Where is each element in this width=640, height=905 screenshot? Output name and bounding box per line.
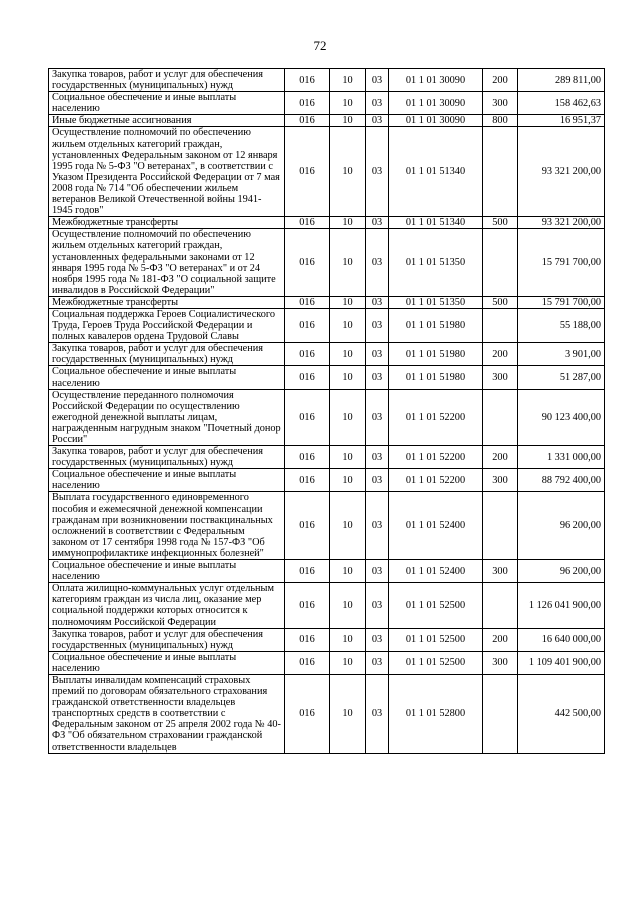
subsection-code-cell: 03 xyxy=(366,583,389,628)
section-code-cell: 10 xyxy=(330,308,366,342)
ministry-code-cell: 016 xyxy=(285,674,330,753)
row-name-cell: Социальное обеспечение и иные выплаты населению xyxy=(49,469,285,492)
section-code-cell: 10 xyxy=(330,446,366,469)
table-row xyxy=(49,583,605,628)
target-article-cell: 01 1 01 51980 xyxy=(389,366,483,389)
subsection-code-cell: 03 xyxy=(366,446,389,469)
amount-cell: 96 200,00 xyxy=(518,492,605,560)
table-row xyxy=(49,651,605,674)
amount-cell: 55 188,00 xyxy=(518,308,605,342)
table-row xyxy=(49,674,605,753)
subsection-code-cell: 03 xyxy=(366,492,389,560)
amount-cell: 16 640 000,00 xyxy=(518,628,605,651)
table-row xyxy=(49,560,605,583)
target-article-cell: 01 1 01 52400 xyxy=(389,492,483,560)
target-article-cell: 01 1 01 51340 xyxy=(389,217,483,229)
row-name-cell: Межбюджетные трансферты xyxy=(49,217,285,229)
ministry-code-cell: 016 xyxy=(285,308,330,342)
expense-type-cell: 500 xyxy=(483,296,518,308)
row-name-cell: Закупка товаров, работ и услуг для обеспечения государственных (муниципальных) нужд xyxy=(49,628,285,651)
subsection-code-cell: 03 xyxy=(366,628,389,651)
ministry-code-cell: 016 xyxy=(285,651,330,674)
expense-type-cell xyxy=(483,127,518,217)
expense-type-cell xyxy=(483,389,518,445)
expense-type-cell: 800 xyxy=(483,115,518,127)
target-article-cell: 01 1 01 52400 xyxy=(389,560,483,583)
amount-cell: 96 200,00 xyxy=(518,560,605,583)
section-code-cell: 10 xyxy=(330,492,366,560)
amount-cell: 88 792 400,00 xyxy=(518,469,605,492)
row-name-cell: Выплата государственного единовременного пособия и ежемесячной денежной компенсации гражданам при возникновении поствакцинальных осложнений в соответствии с Федеральным законом от 17 сентября 1998 года № 157-ФЗ "Об иммунопрофилактике инфекционных болезней" xyxy=(49,492,285,560)
target-article-cell: 01 1 01 51340 xyxy=(389,127,483,217)
amount-cell: 93 321 200,00 xyxy=(518,217,605,229)
table-row xyxy=(49,217,605,229)
row-name-cell: Социальное обеспечение и иные выплаты населению xyxy=(49,92,285,115)
subsection-code-cell: 03 xyxy=(366,389,389,445)
ministry-code-cell: 016 xyxy=(285,389,330,445)
target-article-cell: 01 1 01 51980 xyxy=(389,308,483,342)
section-code-cell: 10 xyxy=(330,469,366,492)
subsection-code-cell: 03 xyxy=(366,217,389,229)
ministry-code-cell: 016 xyxy=(285,343,330,366)
row-name-cell: Социальное обеспечение и иные выплаты населению xyxy=(49,651,285,674)
ministry-code-cell: 016 xyxy=(285,127,330,217)
table-row xyxy=(49,446,605,469)
row-name-cell: Оплата жилищно-коммунальных услуг отдельным категориям граждан из числа лиц, оказание мер социальной поддержки которых относится к полномочиям Российской Федерации xyxy=(49,583,285,628)
section-code-cell: 10 xyxy=(330,127,366,217)
section-code-cell: 10 xyxy=(330,115,366,127)
section-code-cell: 10 xyxy=(330,651,366,674)
ministry-code-cell: 016 xyxy=(285,583,330,628)
expense-type-cell: 200 xyxy=(483,69,518,92)
subsection-code-cell: 03 xyxy=(366,296,389,308)
amount-cell: 3 901,00 xyxy=(518,343,605,366)
expense-type-cell: 200 xyxy=(483,628,518,651)
amount-cell: 1 331 000,00 xyxy=(518,446,605,469)
expense-type-cell: 200 xyxy=(483,446,518,469)
table-row xyxy=(49,92,605,115)
expense-type-cell xyxy=(483,674,518,753)
table-row xyxy=(49,115,605,127)
amount-cell: 93 321 200,00 xyxy=(518,127,605,217)
ministry-code-cell: 016 xyxy=(285,628,330,651)
section-code-cell: 10 xyxy=(330,217,366,229)
subsection-code-cell: 03 xyxy=(366,229,389,297)
ministry-code-cell: 016 xyxy=(285,69,330,92)
subsection-code-cell: 03 xyxy=(366,366,389,389)
table-row xyxy=(49,628,605,651)
expense-type-cell: 300 xyxy=(483,92,518,115)
amount-cell: 1 109 401 900,00 xyxy=(518,651,605,674)
expense-type-cell xyxy=(483,308,518,342)
row-name-cell: Осуществление переданного полномочия Российской Федерации по осуществлению ежегодной денежной выплаты лицам, награжденным нагрудным знаком "Почетный донор России" xyxy=(49,389,285,445)
ministry-code-cell: 016 xyxy=(285,560,330,583)
section-code-cell: 10 xyxy=(330,92,366,115)
row-name-cell: Иные бюджетные ассигнования xyxy=(49,115,285,127)
expense-type-cell xyxy=(483,583,518,628)
amount-cell: 442 500,00 xyxy=(518,674,605,753)
row-name-cell: Социальное обеспечение и иные выплаты населению xyxy=(49,366,285,389)
expense-type-cell: 500 xyxy=(483,217,518,229)
expense-type-cell: 200 xyxy=(483,343,518,366)
target-article-cell: 01 1 01 51980 xyxy=(389,343,483,366)
target-article-cell: 01 1 01 30090 xyxy=(389,69,483,92)
ministry-code-cell: 016 xyxy=(285,217,330,229)
section-code-cell: 10 xyxy=(330,389,366,445)
expense-type-cell: 300 xyxy=(483,651,518,674)
expense-type-cell xyxy=(483,229,518,297)
section-code-cell: 10 xyxy=(330,674,366,753)
target-article-cell: 01 1 01 30090 xyxy=(389,115,483,127)
expense-type-cell: 300 xyxy=(483,366,518,389)
ministry-code-cell: 016 xyxy=(285,115,330,127)
subsection-code-cell: 03 xyxy=(366,308,389,342)
row-name-cell: Осуществление полномочий по обеспечению жильем отдельных категорий граждан, установленных федеральными законами от 12 января 1995 года № 5-ФЗ "О ветеранах" и от 24 ноября 1995 года № 181-ФЗ "О социальной защите инвалидов в Российской Федерации" xyxy=(49,229,285,297)
ministry-code-cell: 016 xyxy=(285,296,330,308)
subsection-code-cell: 03 xyxy=(366,69,389,92)
table-row xyxy=(49,343,605,366)
table-row xyxy=(49,127,605,217)
amount-cell: 289 811,00 xyxy=(518,69,605,92)
target-article-cell: 01 1 01 30090 xyxy=(389,92,483,115)
section-code-cell: 10 xyxy=(330,366,366,389)
row-name-cell: Закупка товаров, работ и услуг для обеспечения государственных (муниципальных) нужд xyxy=(49,69,285,92)
section-code-cell: 10 xyxy=(330,69,366,92)
ministry-code-cell: 016 xyxy=(285,446,330,469)
row-name-cell: Межбюджетные трансферты xyxy=(49,296,285,308)
subsection-code-cell: 03 xyxy=(366,343,389,366)
amount-cell: 15 791 700,00 xyxy=(518,296,605,308)
row-name-cell: Закупка товаров, работ и услуг для обеспечения государственных (муниципальных) нужд xyxy=(49,446,285,469)
target-article-cell: 01 1 01 52500 xyxy=(389,583,483,628)
subsection-code-cell: 03 xyxy=(366,674,389,753)
expense-type-cell: 300 xyxy=(483,469,518,492)
section-code-cell: 10 xyxy=(330,229,366,297)
row-name-cell: Закупка товаров, работ и услуг для обеспечения государственных (муниципальных) нужд xyxy=(49,343,285,366)
target-article-cell: 01 1 01 52200 xyxy=(389,389,483,445)
table-row xyxy=(49,229,605,297)
budget-table xyxy=(48,68,605,754)
ministry-code-cell: 016 xyxy=(285,229,330,297)
subsection-code-cell: 03 xyxy=(366,92,389,115)
subsection-code-cell: 03 xyxy=(366,127,389,217)
row-name-cell: Социальная поддержка Героев Социалистического Труда, Героев Труда Российской Федерации и полных кавалеров ордена Трудовой Славы xyxy=(49,308,285,342)
row-name-cell: Выплаты инвалидам компенсаций страховых премий по договорам обязательного страхования гражданской ответственности владельцев транспортных средств в соответствии с Федеральным законом от 25 апреля 2002 года № 40-ФЗ "Об обязательном страховании гражданской ответственности владельцев xyxy=(49,674,285,753)
table-row xyxy=(49,469,605,492)
subsection-code-cell: 03 xyxy=(366,469,389,492)
amount-cell: 16 951,37 xyxy=(518,115,605,127)
target-article-cell: 01 1 01 52500 xyxy=(389,651,483,674)
subsection-code-cell: 03 xyxy=(366,560,389,583)
table-row xyxy=(49,296,605,308)
table-row xyxy=(49,366,605,389)
section-code-cell: 10 xyxy=(330,628,366,651)
table-row xyxy=(49,492,605,560)
section-code-cell: 10 xyxy=(330,583,366,628)
ministry-code-cell: 016 xyxy=(285,366,330,389)
target-article-cell: 01 1 01 52800 xyxy=(389,674,483,753)
amount-cell: 51 287,00 xyxy=(518,366,605,389)
table-row xyxy=(49,69,605,92)
expense-type-cell: 300 xyxy=(483,560,518,583)
row-name-cell: Осуществление полномочий по обеспечению жильем отдельных категорий граждан, установленных Федеральным законом от 12 января 1995 года № 5-ФЗ "О ветеранах", в соответствии с Указом Президента Российской Федерации от 7 мая 2008 года № 714 "Об обеспечении жильем ветеранов Великой Отечественной войны 1941-1945 годов" xyxy=(49,127,285,217)
ministry-code-cell: 016 xyxy=(285,492,330,560)
section-code-cell: 10 xyxy=(330,343,366,366)
table-row xyxy=(49,389,605,445)
target-article-cell: 01 1 01 52200 xyxy=(389,469,483,492)
target-article-cell: 01 1 01 51350 xyxy=(389,229,483,297)
row-name-cell: Социальное обеспечение и иные выплаты населению xyxy=(49,560,285,583)
section-code-cell: 10 xyxy=(330,296,366,308)
target-article-cell: 01 1 01 52500 xyxy=(389,628,483,651)
subsection-code-cell: 03 xyxy=(366,115,389,127)
amount-cell: 1 126 041 900,00 xyxy=(518,583,605,628)
subsection-code-cell: 03 xyxy=(366,651,389,674)
ministry-code-cell: 016 xyxy=(285,92,330,115)
page-number: 72 xyxy=(313,38,327,53)
target-article-cell: 01 1 01 51350 xyxy=(389,296,483,308)
amount-cell: 90 123 400,00 xyxy=(518,389,605,445)
target-article-cell: 01 1 01 52200 xyxy=(389,446,483,469)
expense-type-cell xyxy=(483,492,518,560)
amount-cell: 15 791 700,00 xyxy=(518,229,605,297)
section-code-cell: 10 xyxy=(330,560,366,583)
ministry-code-cell: 016 xyxy=(285,469,330,492)
table-row xyxy=(49,308,605,342)
amount-cell: 158 462,63 xyxy=(518,92,605,115)
